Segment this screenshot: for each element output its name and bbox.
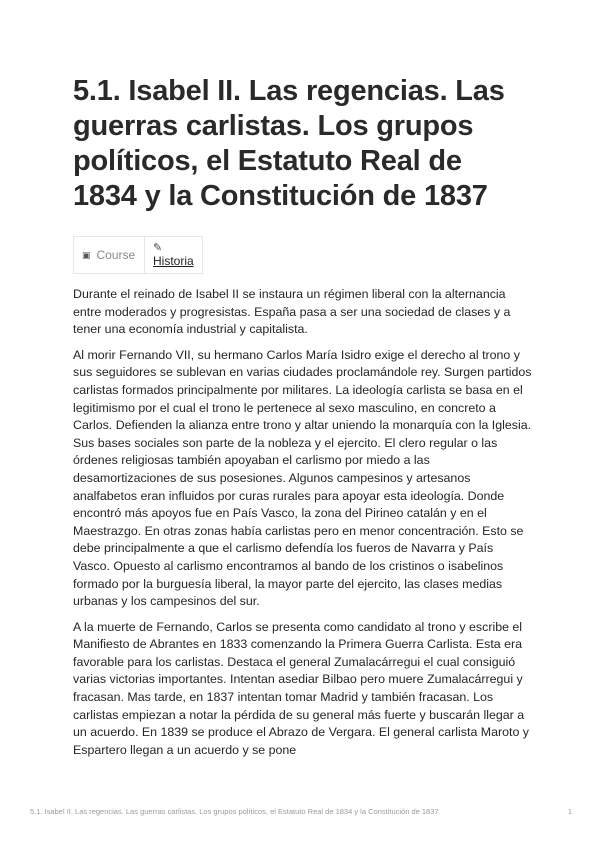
property-value <box>145 237 202 273</box>
property-key <box>74 237 145 273</box>
book-icon: ▣ <box>82 249 91 260</box>
course-link[interactable]: Historia <box>153 253 194 268</box>
property-row <box>73 236 203 274</box>
paragraph: Durante el reinado de Isabel II se instaura un régimen liberal con la alternancia entre moderados y progresistas. España pasa a ser una sociedad de clases y a tener una economía industrial y capitalista. <box>73 287 511 337</box>
page-footer <box>30 807 572 816</box>
pencil-icon: ✎ <box>153 241 163 254</box>
footer-title: 5.1. Isabel II. Las regencias. Las guerras carlistas. Los grupos políticos, el Estatuto Real de 1834 y la Constitución de 1837 <box>30 807 439 816</box>
page-number: 1 <box>567 807 572 816</box>
paragraph: A la muerte de Fernando, Carlos se presenta como candidato al trono y escribe el Manifiesto de Abrantes en 1833 comenzando la Primera Guerra Carlista. Esta era favorable para los carlistas. Destaca el general Zumalacárregui el cual consiguió varias victorias importantes. Intentan asediar Bilbao pero muere Zumalacárregui y fracasan. Mas tarde, en 1837 intentan tomar Madrid y también fracasan. Los carlistas empiezan a notar la pérdida de su general más fuerte y buscarán llegar a un acuerdo. En 1839 se produce el Abrazo de Vergara. El general carlista Maroto y Espartero llegan a un acuerdo y se pone <box>73 619 529 757</box>
page-title: 5.1. Isabel II. Las regencias. Las guerras carlistas. Los grupos políticos, el Estatuto Real de 1834 y la Constitución de 1837 <box>73 75 505 212</box>
document-body <box>73 286 533 759</box>
property-key-label: Course <box>96 248 136 262</box>
paragraph: Al morir Fernando VII, su hermano Carlos María Isidro exige el derecho al trono y sus seguidores se sublevan en varias ciudades proclamándole rey. Surgen partidos carlistas formados principalmente por militares. La ideología carlista se basa en el legitimismo por el cual el trono le pertenece al sexo masculino, en concreto a Carlos. Defienden la alianza entre trono y altar uniendo la monarquía con la Iglesia. Sus bases sociales son parte de la nobleza y el ejercito. El clero regular o las órdenes religiosas también apoyaban el carlismo por miedo a las desamortizaciones de sus posesiones. Algunos campesinos y artesanos analfabetos eran influidos por curas rurales para apoyar esta ideología. Donde encontró más apoyos fue en País Vasco, la zona del Pirineo catalán y en el Maestrazgo. En otras zonas había carlistas pero en menor concentración. Esto se debe principalmente a que el carlismo defendía los fueros de Navarra y País Vasco. Opuesto al carlismo encontramos al bando de los cristinos o isabelinos formado por la burguesía liberal, la mayor parte del ejercito, las clases medias urbanas y los campesinos del sur. <box>73 347 532 609</box>
page-content <box>73 74 533 767</box>
